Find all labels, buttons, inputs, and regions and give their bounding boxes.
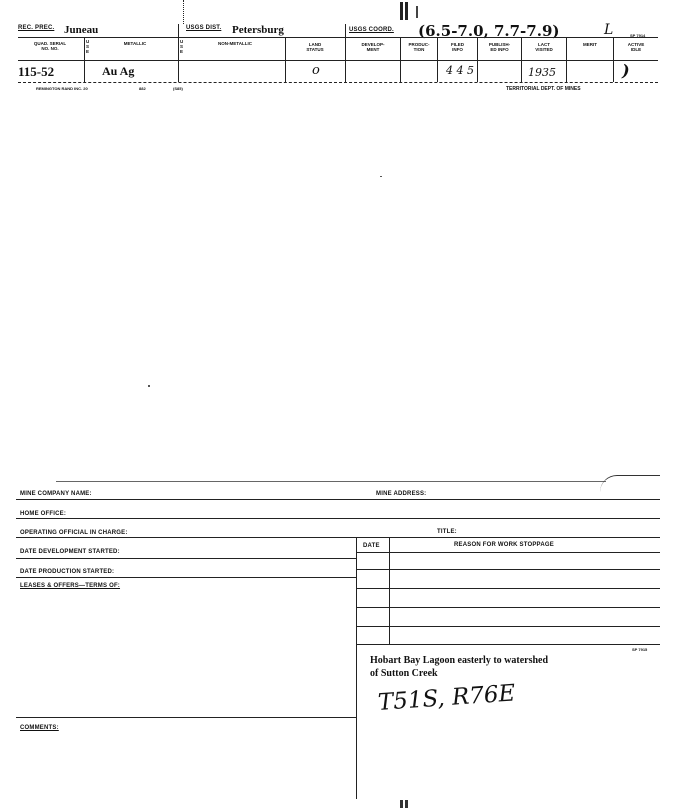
col-divider xyxy=(178,24,179,82)
operating-official-label: OPERATING OFFICIAL IN CHARGE: xyxy=(20,530,128,536)
col-non-metallic: NON-METALLIC xyxy=(218,41,252,46)
rule xyxy=(16,537,660,538)
rule xyxy=(18,37,658,38)
row-serial: 115-52 xyxy=(18,64,55,79)
footer-right: TERRITORIAL DEPT. OF MINES xyxy=(506,86,581,92)
rule xyxy=(16,499,660,500)
title-label: TITLE: xyxy=(437,529,457,535)
rule xyxy=(16,717,356,718)
rule xyxy=(357,607,660,608)
rule xyxy=(16,518,660,519)
fold-line xyxy=(183,0,184,24)
rule xyxy=(357,569,660,570)
col-development: DEVELOP- MENT xyxy=(361,42,385,52)
comments-label: COMMENTS: xyxy=(20,725,59,731)
punch-mark-icon xyxy=(405,800,408,808)
punch-mark-icon xyxy=(400,2,403,20)
col-production: PRODUC- TION xyxy=(408,42,430,52)
leases-offers-label: LEASES & OFFERS—TERMS OF: xyxy=(20,583,121,589)
date-development-label: DATE DEVELOPMENT STARTED: xyxy=(20,549,120,555)
punch-mark-icon xyxy=(400,800,403,808)
usgs-coord-value: (6.5-7.0, 7.7-7.9) xyxy=(418,22,560,40)
col-merit: MERIT xyxy=(583,42,597,47)
footer-code-1: 882 xyxy=(139,86,146,91)
col-published-info: PUBLISH- ED INFO xyxy=(488,42,511,52)
card-top-edge xyxy=(56,481,606,482)
card-corner-curl xyxy=(600,475,660,492)
rule xyxy=(16,558,356,559)
mine-address-label: MINE ADDRESS: xyxy=(376,491,427,497)
rule xyxy=(357,626,660,627)
home-office-label: HOME OFFICE: xyxy=(20,511,67,517)
col-last-visited: LACT VISITED xyxy=(535,42,553,52)
row-land-status: o xyxy=(312,63,320,78)
usgs-coord-label: USGS COORD. xyxy=(349,27,394,33)
form-number-top: SP 7914 xyxy=(630,33,646,38)
punch-mark-icon xyxy=(416,6,418,18)
date-column-header: DATE xyxy=(363,543,380,549)
rule xyxy=(18,82,658,83)
location-line-2: of Sutton Creek xyxy=(370,668,438,679)
row-active-mark: ) xyxy=(622,61,630,80)
mine-company-label: MINE COMPANY NAME: xyxy=(20,491,92,497)
col-filed-info: FILED INFO xyxy=(451,42,464,52)
form-number-bottom: SP 7915 xyxy=(632,647,648,652)
col-divider xyxy=(356,537,357,799)
col-use-non-metallic: U S E xyxy=(180,39,184,54)
col-active-idle: ACTIVE IDLE xyxy=(627,42,645,52)
merit-mark: L xyxy=(604,22,614,38)
location-line-1: Hobart Bay Lagoon easterly to watershed xyxy=(370,655,549,666)
rule xyxy=(18,60,658,61)
footer-code-2: (S85) xyxy=(173,86,183,91)
usgs-dist-label: USGS DIST. xyxy=(186,25,222,31)
rule xyxy=(16,577,356,578)
col-divider xyxy=(84,37,85,82)
usgs-dist-value: Petersburg xyxy=(232,24,284,36)
col-use-metallic: U S E xyxy=(86,39,90,54)
col-metallic: METALLIC xyxy=(123,41,147,46)
rule xyxy=(357,588,660,589)
rec-prec-label: REC. PREC. xyxy=(18,25,55,31)
col-divider xyxy=(345,24,346,82)
rule xyxy=(357,552,660,553)
col-quad-serial: QUAD. SERIAL NO. NO. xyxy=(33,41,67,51)
punch-mark-icon xyxy=(405,2,408,20)
footer-left: REMINGTON RAND INC. 20 xyxy=(36,86,88,91)
col-land-status: LAND STATUS xyxy=(306,42,324,52)
scan-speck xyxy=(380,176,382,177)
date-production-label: DATE PRODUCTION STARTED: xyxy=(20,569,115,575)
col-divider xyxy=(389,537,390,644)
row-metallic: Au Ag xyxy=(102,64,135,78)
row-filed-info: 4 4 5 xyxy=(446,64,474,77)
row-last-visited: 1935 xyxy=(528,66,556,79)
reason-stoppage-header: REASON FOR WORK STOPPAGE xyxy=(454,542,554,548)
rec-prec-value: Juneau xyxy=(64,24,99,36)
rule xyxy=(357,644,660,645)
township-range: T51S, R76E xyxy=(377,680,517,716)
scan-speck xyxy=(148,385,150,387)
